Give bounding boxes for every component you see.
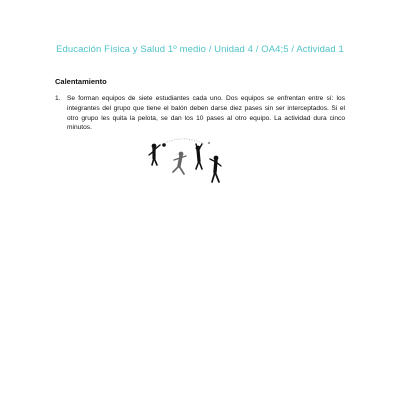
item-number: 1.	[55, 95, 61, 102]
players-passing-ball-icon	[140, 134, 230, 190]
section-title: Calentamiento	[55, 77, 107, 86]
page-header: Educación Física y Salud 1º medio / Unidad 4 / OA4;5 / Actividad 1	[56, 44, 344, 55]
item-text: Se forman equipos de siete estudiantes cada uno. Dos equipos se enfrentan entre sí: los integrantes del grupo que tiene el balón deben darse diez pases sin ser interceptados. Si el otro grupo les quita la pelota, se dan los 10 pases al otro equipo. La actividad dura cinco minutos.	[67, 95, 345, 132]
list-item	[55, 94, 345, 133]
